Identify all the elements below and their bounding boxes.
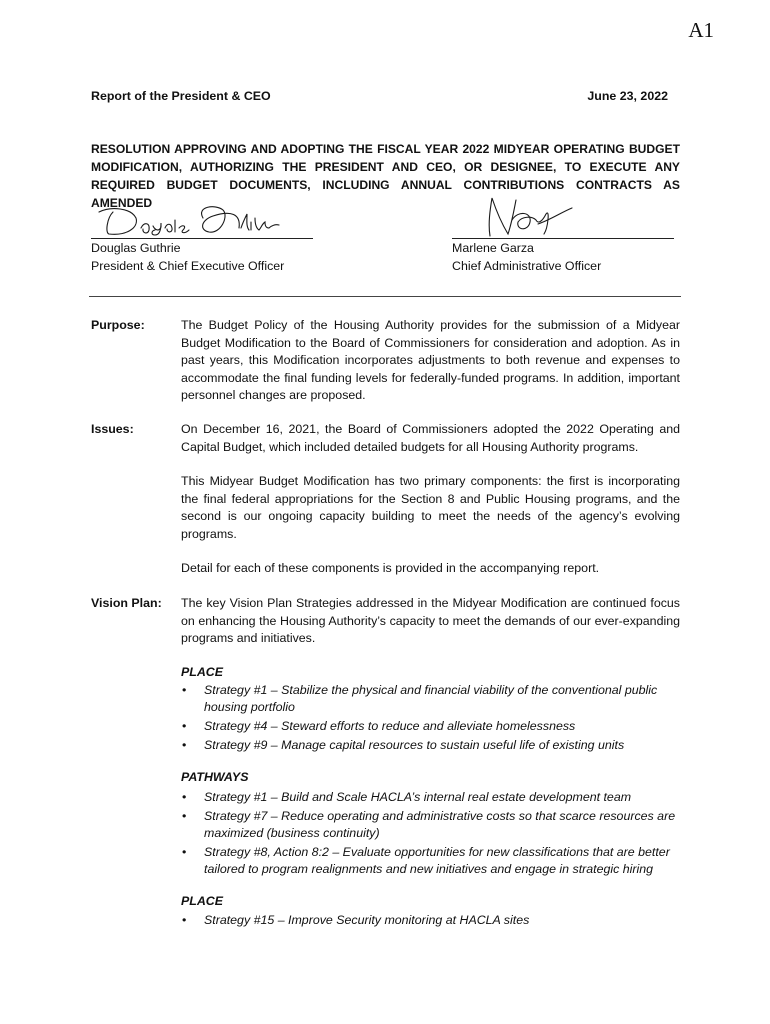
strategy-item: • Strategy #7 – Reduce operating and administrative costs so that scarce resources are maximized (business continuity) xyxy=(181,808,680,842)
strategy-group-heading: PATHWAYS xyxy=(181,770,249,784)
strategy-group-heading: PLACE xyxy=(181,894,223,908)
report-date: June 23, 2022 xyxy=(587,89,668,103)
strategy-item: • Strategy #9 – Manage capital resources to sustain useful life of existing units xyxy=(181,737,680,754)
strategy-item: • Strategy #8, Action 8:2 – Evaluate opportunities for new classifications that are better tailored to program realignments and new initiatives and engage in strategic hiring xyxy=(181,844,680,878)
issues-paragraph: Detail for each of these components is provided in the accompanying report. xyxy=(181,561,600,575)
signature-image-guthrie xyxy=(91,198,313,238)
report-heading: Report of the President & CEO xyxy=(91,89,271,103)
strategy-item: • Strategy #4 – Steward efforts to reduce and alleviate homelessness xyxy=(181,718,680,735)
signatory-name: Marlene Garza xyxy=(452,241,534,255)
vision-plan-intro: The key Vision Plan Strategies addressed in the Midyear Modification are continued focus on enhancing the Housing Authority’s capacity to meet the demands of our ever-expanding programs and initiatives. xyxy=(181,596,680,645)
vision-plan-label: Vision Plan: xyxy=(91,596,162,610)
strategy-list xyxy=(181,682,680,756)
signature-block-ceo xyxy=(91,198,313,275)
strategy-item: • Strategy #1 – Build and Scale HACLA’s internal real estate development team xyxy=(181,789,680,806)
signature-image-garza xyxy=(452,198,674,238)
issues-label: Issues: xyxy=(91,422,134,436)
signature-block-cao xyxy=(452,198,674,275)
strategy-list xyxy=(181,912,680,931)
page-id: A1 xyxy=(688,18,714,42)
purpose-text: The Budget Policy of the Housing Authority provides for the submission of a Midyear Budget Modification to the Board of Commissioners for consideration and adoption. As in past years, this Modification incorporates adjustments to both revenue and expenses to accommodate the final funding levels for federally-funded programs. In addition, important personnel changes are proposed. xyxy=(181,318,680,402)
strategy-group-heading: PLACE xyxy=(181,665,223,679)
purpose-label: Purpose: xyxy=(91,318,145,332)
strategy-item: • Strategy #15 – Improve Security monitoring at HACLA sites xyxy=(181,912,680,929)
issues-paragraph: This Midyear Budget Modification has two primary components: the first is incorporating the final federal appropriations for the Section 8 and Public Housing programs, and the second is our ongoing capacity building to meet the needs of the agency’s evolving programs. xyxy=(181,474,680,541)
signatory-title: President & Chief Executive Officer xyxy=(91,259,285,273)
issues-paragraph: On December 16, 2021, the Board of Commissioners adopted the 2022 Operating and Capital Budget, which included detailed budgets for all Housing Authority programs. xyxy=(181,422,680,454)
signatory-name: Douglas Guthrie xyxy=(91,241,181,255)
section-divider xyxy=(89,296,681,297)
signatory-title: Chief Administrative Officer xyxy=(452,259,602,273)
strategy-item: • Strategy #1 – Stabilize the physical and financial viability of the conventional public housing portfolio xyxy=(181,682,680,716)
resolution-title: RESOLUTION APPROVING AND ADOPTING THE FISCAL YEAR 2022 MIDYEAR OPERATING BUDGET MODIFICATION, AUTHORIZING THE PRESIDENT AND CEO, OR DESIGNEE, TO EXECUTE ANY REQUIRED BUDGET DOCUMENTS, INCLUDING ANNUAL CONTRIBUTIONS CONTRACTS AS AMENDED xyxy=(91,142,680,210)
strategy-list xyxy=(181,789,680,880)
